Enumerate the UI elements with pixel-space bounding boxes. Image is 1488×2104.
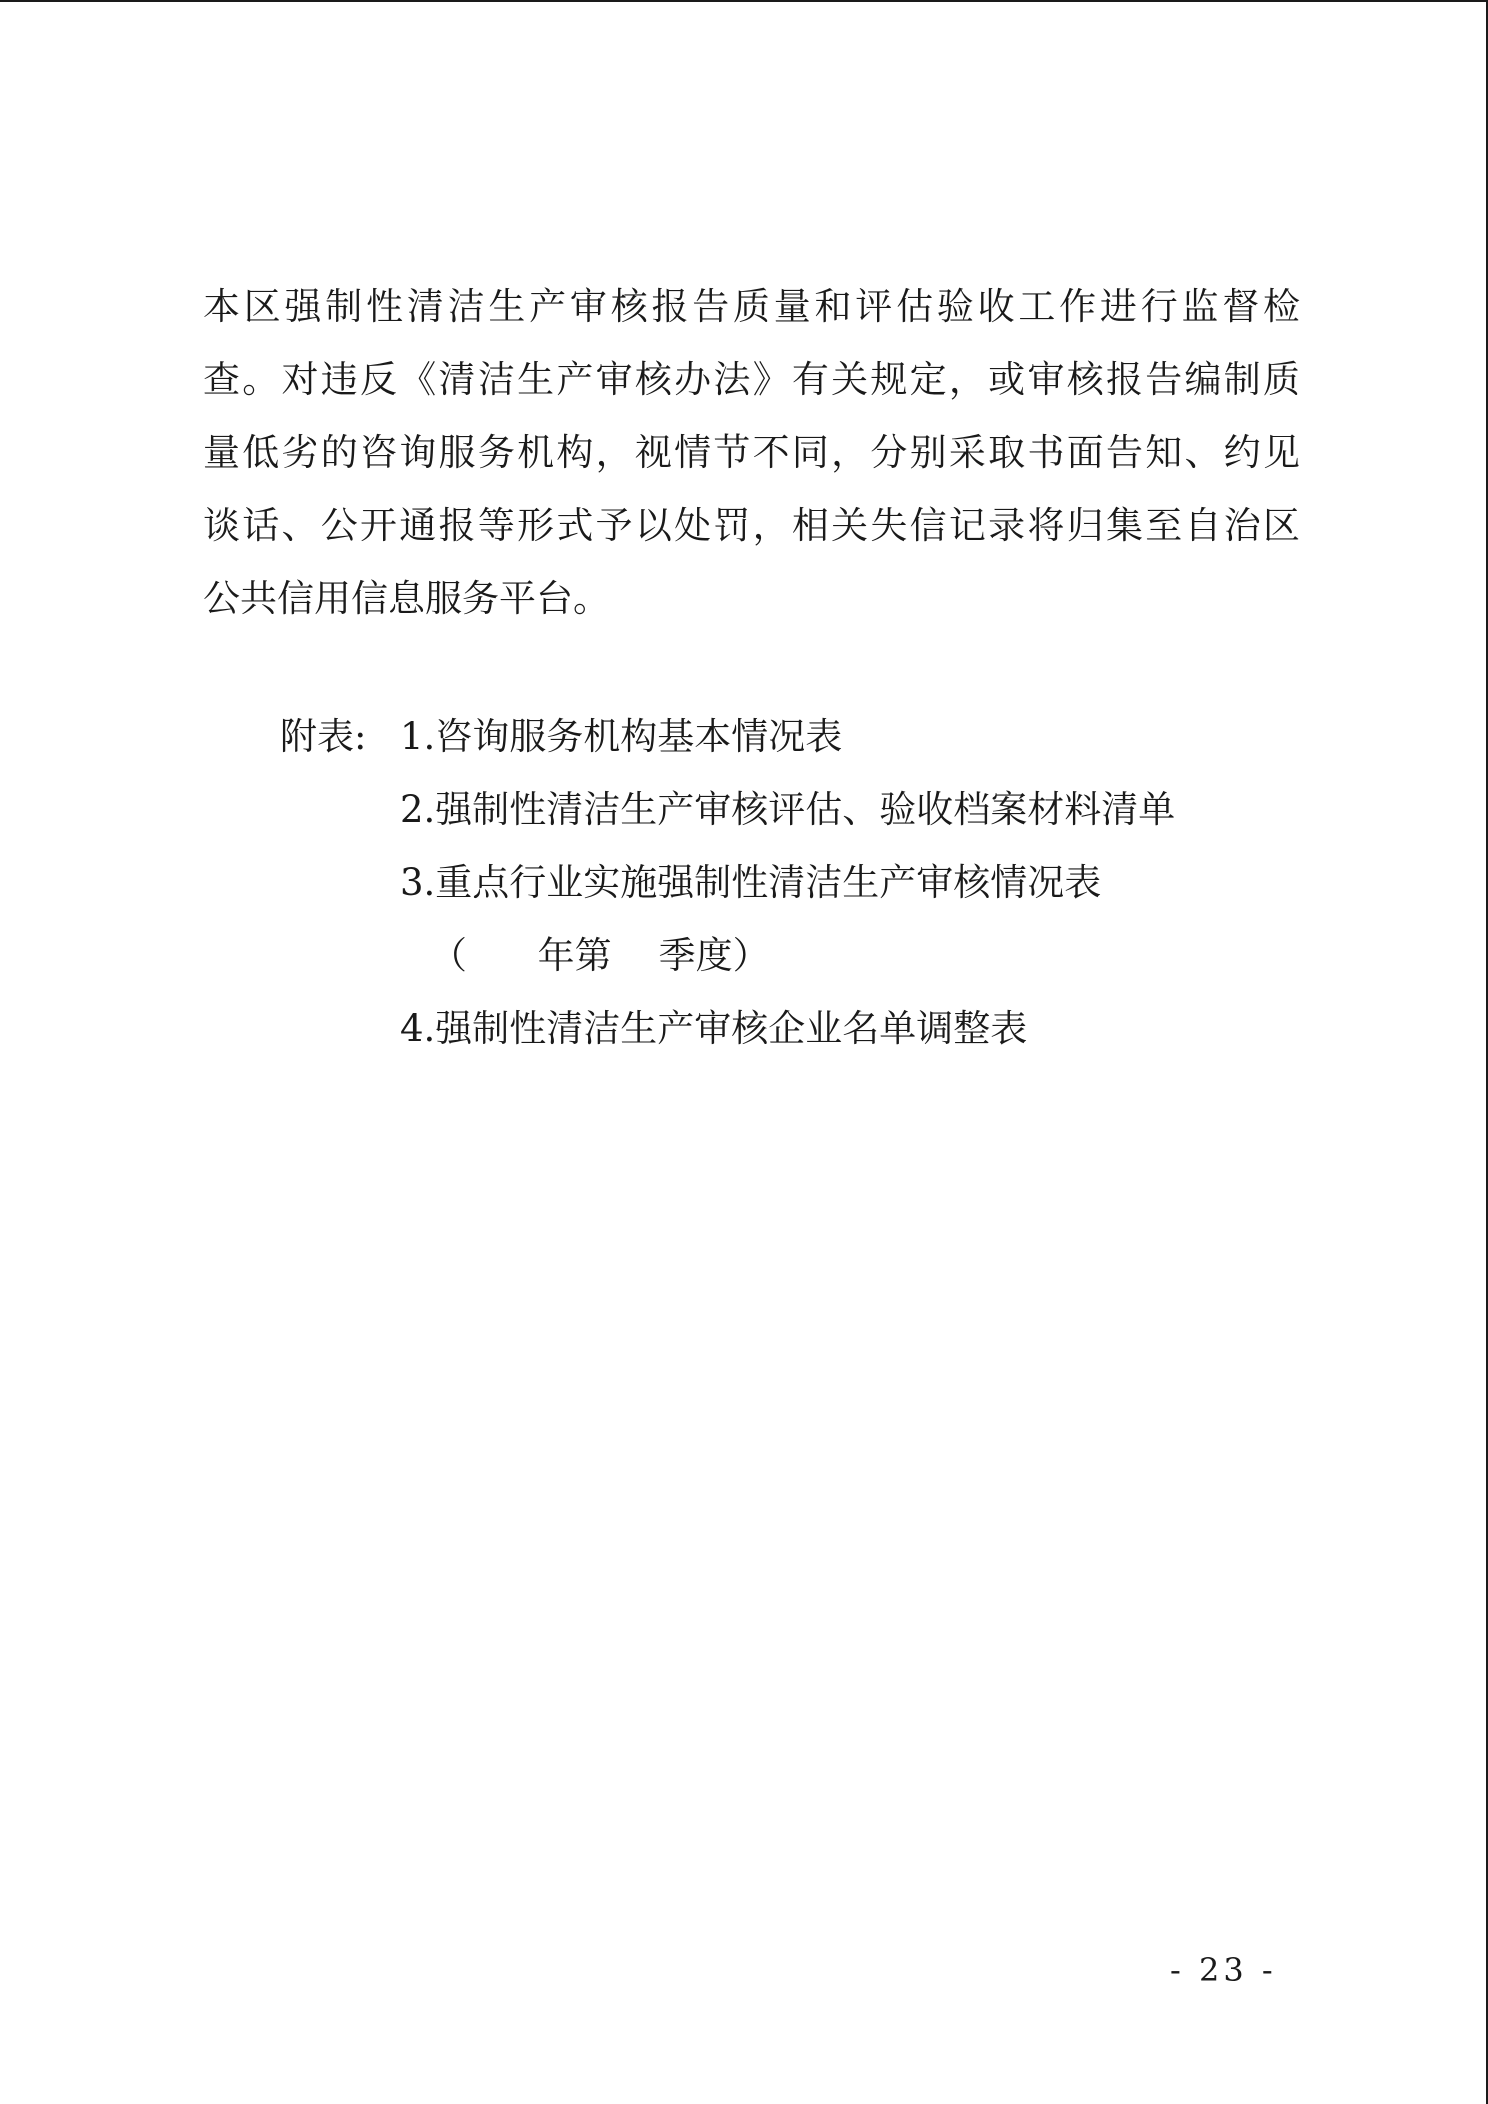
attachment-item-4 bbox=[280, 992, 1280, 1065]
attachment-label: 附表: bbox=[280, 715, 367, 758]
attachment-item-1 bbox=[280, 700, 1280, 773]
page-top-border bbox=[0, 0, 1488, 2]
attachment-item-2-text: 2.强制性清洁生产审核评估、验收档案材料清单 bbox=[400, 788, 1176, 831]
page-number: - 23 - bbox=[1170, 1951, 1277, 1989]
attachment-item-3-period: （ 年第 季度） bbox=[430, 934, 770, 977]
attachment-item-1-text: 1.咨询服务机构基本情况表 bbox=[400, 715, 843, 758]
paragraph-line-4: 谈话、公开通报等形式予以处罚，相关失信记录将归集至自治区 bbox=[203, 504, 1300, 547]
paragraph-line-1: 本区强制性清洁生产审核报告质量和评估验收工作进行监督检 bbox=[203, 285, 1300, 328]
attachment-item-4-text: 4.强制性清洁生产审核企业名单调整表 bbox=[400, 1007, 1028, 1050]
attachment-item-3-text: 3.重点行业实施强制性清洁生产审核情况表 bbox=[400, 861, 1102, 904]
attachment-list bbox=[280, 700, 1280, 1065]
attachment-item-2 bbox=[280, 773, 1280, 846]
paragraph-line-5: 公共信用信息服务平台。 bbox=[203, 577, 610, 620]
attachment-item-3 bbox=[280, 846, 1280, 919]
body-paragraph bbox=[203, 270, 1303, 635]
paragraph-line-3: 量低劣的咨询服务机构，视情节不同，分别采取书面告知、约见 bbox=[203, 431, 1300, 474]
paragraph-line-2: 查。对违反《清洁生产审核办法》有关规定，或审核报告编制质 bbox=[203, 358, 1300, 401]
